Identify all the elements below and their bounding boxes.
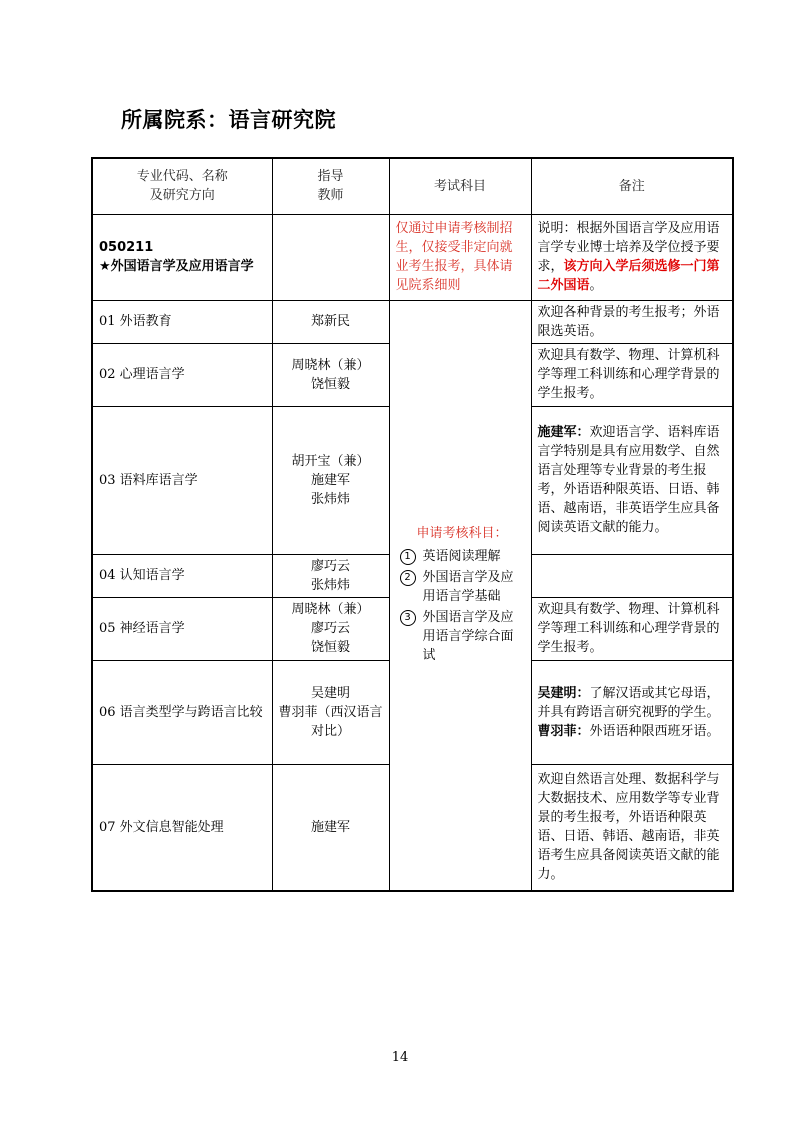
notes-cell: 欢迎具有数学、物理、计算机科学等理工科训练和心理学背景的学生报考。	[531, 343, 733, 406]
direction-cell: 04 认知语言学	[92, 554, 272, 597]
direction-cell: 06 语言类型学与跨语言比较	[92, 660, 272, 764]
exam-subjects	[396, 524, 525, 665]
advisor-cell: 胡开宝（兼） 施建军 张炜炜	[272, 406, 389, 554]
program-cell	[92, 214, 272, 300]
notes-cell: 欢迎各种背景的考生报考；外语限选英语。	[531, 300, 733, 343]
direction-cell: 01 外语教育	[92, 300, 272, 343]
direction-cell: 03 语料库语言学	[92, 406, 272, 554]
circled-number: 1	[400, 549, 416, 565]
program-notes: 说明：根据外国语言学及应用语言学专业博士培养及学位授予要求，该方向入学后须选修一门第二外国语。	[531, 214, 733, 300]
exam-subject-item: 1 英语阅读理解	[400, 547, 525, 566]
program-advisor-cell	[272, 214, 389, 300]
header-exam: 考试科目	[389, 158, 531, 214]
direction-cell: 02 心理语言学	[92, 343, 272, 406]
direction-cell: 05 神经语言学	[92, 597, 272, 660]
circled-number: 3	[400, 610, 416, 626]
header-advisor: 指导 教师	[272, 158, 389, 214]
advisor-cell: 郑新民	[272, 300, 389, 343]
direction-cell: 07 外文信息智能处理	[92, 764, 272, 891]
table-header-row	[92, 158, 733, 214]
program-exam-note: 仅通过申请考核制招生，仅接受非定向就业考生报考，具体请见院系细则	[389, 214, 531, 300]
program-row	[92, 214, 733, 300]
advisor-cell: 周晓林（兼） 饶恒毅	[272, 343, 389, 406]
notes-cell: 施建军：欢迎语言学、语料库语言学特别是具有应用数学、自然语言处理等专业背景的考生报考，外语语种限英语、日语、韩语、越南语，非英语学生应具备阅读英语文献的能力。	[531, 406, 733, 554]
program-name: ★外国语言学及应用语言学	[99, 259, 254, 274]
exam-subject-item: 2 外国语言学及应用语言学基础	[400, 568, 525, 606]
program-code: 050211	[99, 240, 154, 255]
table-row	[92, 300, 733, 343]
advisor-cell: 廖巧云 张炜炜	[272, 554, 389, 597]
advisor-cell: 周晓林（兼） 廖巧云 饶恒毅	[272, 597, 389, 660]
header-major: 专业代码、名称 及研究方向	[92, 158, 272, 214]
exam-subject-item: 3 外国语言学及应用语言学综合面试	[400, 608, 525, 665]
exam-subjects-cell	[389, 300, 531, 891]
notes-cell: 吴建明：了解汉语或其它母语，并具有跨语言研究视野的学生。 曹羽菲：外语语种限西班牙语。	[531, 660, 733, 764]
program-table	[91, 157, 734, 892]
advisor-cell: 施建军	[272, 764, 389, 891]
circled-number: 2	[400, 570, 416, 586]
header-notes: 备注	[531, 158, 733, 214]
notes-cell: 欢迎具有数学、物理、计算机科学等理工科训练和心理学背景的学生报考。	[531, 597, 733, 660]
department-title: 所属院系：语言研究院	[121, 108, 336, 132]
notes-cell	[531, 554, 733, 597]
exam-subjects-title: 申请考核科目：	[416, 525, 508, 541]
advisor-cell: 吴建明 曹羽菲（西汉语言对比）	[272, 660, 389, 764]
page-number: 14	[391, 1050, 409, 1065]
notes-cell: 欢迎自然语言处理、数据科学与大数据技术、应用数学等专业背景的考生报考，外语语种限英语、日语、韩语、越南语，非英语考生应具备阅读英语文献的能力。	[531, 764, 733, 891]
